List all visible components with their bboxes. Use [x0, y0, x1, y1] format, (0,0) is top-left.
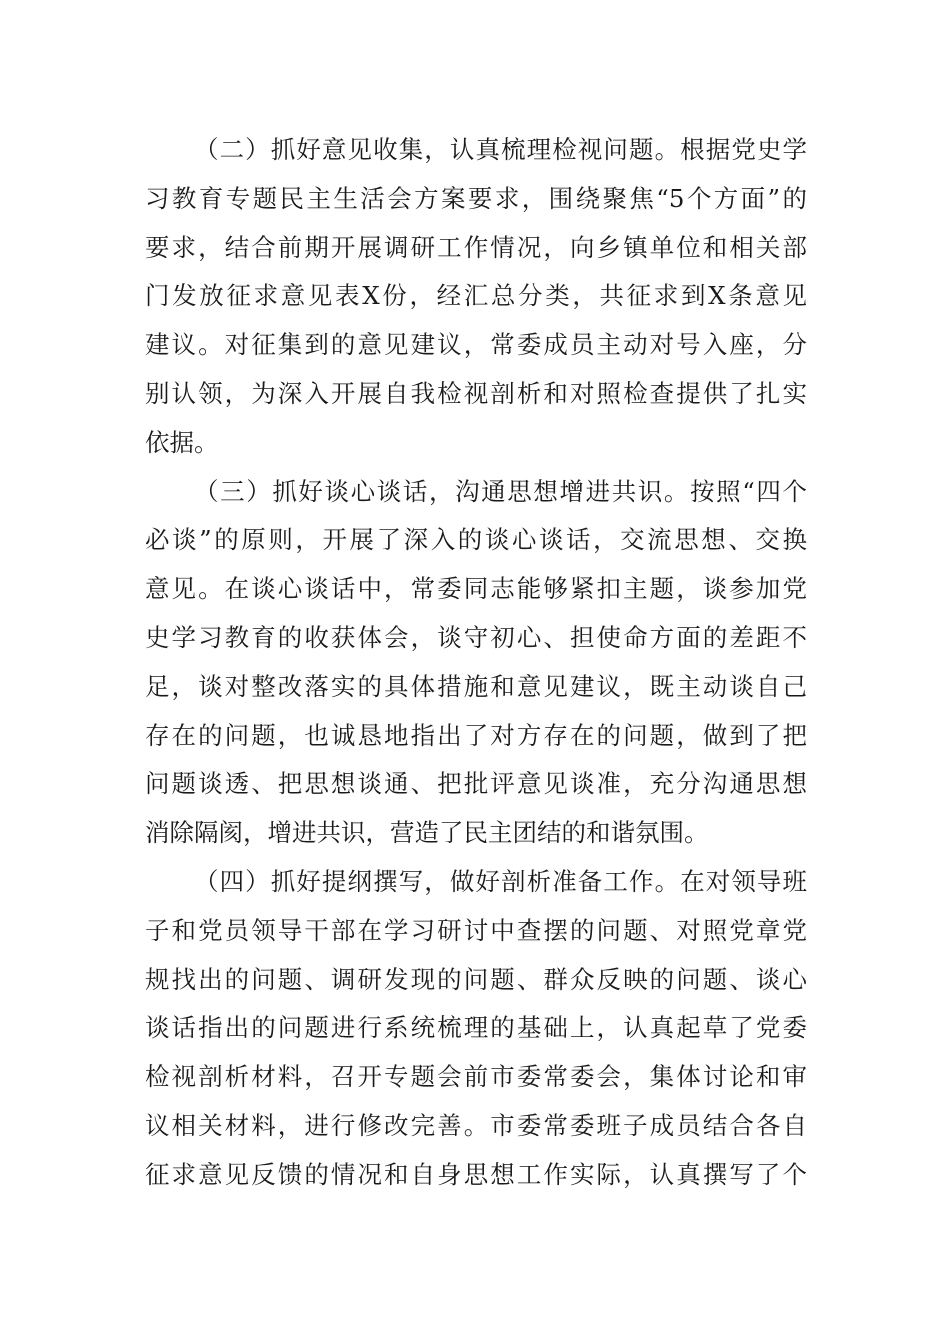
paragraph-line: 问题谈透、把思想谈通、把批评意见谈准，充分沟通思想: [145, 769, 807, 799]
paragraph-line: 依据。: [145, 427, 219, 457]
document-body: [145, 126, 807, 1200]
paragraph-line: （四）抓好提纲撰写，做好剖析准备工作。在对领导班: [194, 866, 807, 896]
paragraph-line: 规找出的问题、调研发现的问题、群众反映的问题、谈心: [145, 964, 807, 994]
paragraph-line: 议相关材料，进行修改完善。市委常委班子成员结合各自: [145, 1110, 807, 1140]
paragraph-line: 建议。对征集到的意见建议，常委成员主动对号入座，分: [145, 330, 807, 360]
paragraph-line: 习教育专题民主生活会方案要求，围绕聚焦“5个方面”的: [145, 183, 807, 213]
paragraph-line: 消除隔阂，增进共识，营造了民主团结的和谐氛围。: [145, 818, 709, 848]
paragraph-line: 谈话指出的问题进行系统梳理的基础上，认真起草了党委: [145, 1013, 807, 1043]
paragraph-line: 史学习教育的收获体会，谈守初心、担使命方面的差距不: [145, 622, 807, 652]
paragraph-line: 意见。在谈心谈话中，常委同志能够紧扣主题，谈参加党: [145, 574, 807, 604]
paragraph-line: 存在的问题，也诚恳地指出了对方存在的问题，做到了把: [145, 720, 807, 750]
paragraph-line: 征求意见反馈的情况和自身思想工作实际，认真撰写了个: [145, 1159, 807, 1189]
paragraph-line: 别认领，为深入开展自我检视剖析和对照检查提供了扎实: [145, 378, 807, 408]
paragraph-line: 检视剖析材料，召开专题会前市委常委会，集体讨论和审: [145, 1062, 807, 1092]
paragraph-line: 必谈”的原则，开展了深入的谈心谈话，交流思想、交换: [145, 525, 807, 555]
paragraph-line: 门发放征求意见表X份，经汇总分类，共征求到X条意见: [145, 281, 807, 311]
paragraph-line: 足，谈对整改落实的具体措施和意见建议，既主动谈自己: [145, 671, 807, 701]
paragraph-line: （二）抓好意见收集，认真梳理检视问题。根据党史学: [194, 135, 807, 164]
paragraph-line: 子和党员领导干部在学习研讨中查摆的问题、对照党章党: [145, 915, 807, 945]
paragraph-line: （三）抓好谈心谈话，沟通思想增进共识。按照“四个: [194, 476, 807, 506]
paragraph-line: 要求，结合前期开展调研工作情况，向乡镇单位和相关部: [145, 232, 807, 262]
